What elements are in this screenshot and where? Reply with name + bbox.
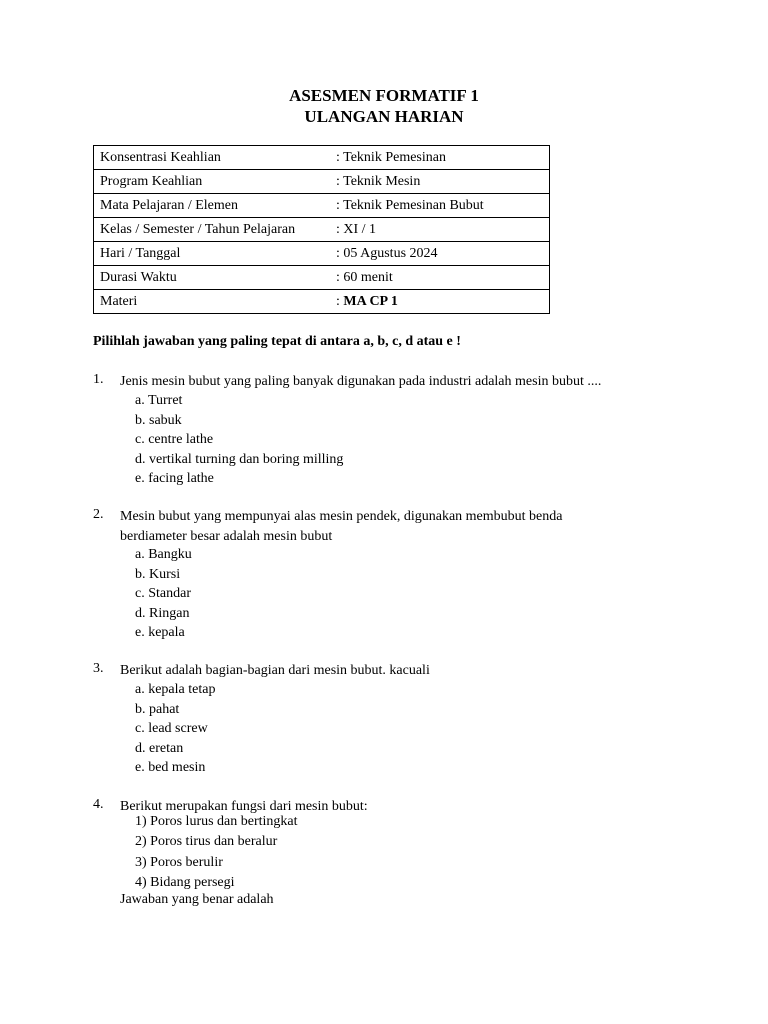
- info-value: : XI / 1: [336, 218, 550, 242]
- question-number: 3.: [93, 661, 104, 676]
- option-list: [135, 545, 192, 643]
- info-label: Mata Pelajaran / Elemen: [94, 194, 337, 218]
- table-row: [94, 290, 550, 314]
- option-item: b. sabuk: [135, 412, 182, 428]
- option-item: c. centre lathe: [135, 432, 214, 447]
- question-text: Mesin bubut yang mempunyai alas mesin pendek, digunakan membubut benda berdiameter besar adalah mesin bubut: [120, 509, 563, 544]
- info-value: : 60 menit: [336, 266, 550, 290]
- info-value: : 05 Agustus 2024: [336, 242, 550, 266]
- info-label: Hari / Tanggal: [94, 242, 337, 266]
- info-label: Program Keahlian: [94, 170, 337, 194]
- table-row: [94, 170, 550, 194]
- info-label: Kelas / Semester / Tahun Pelajaran: [94, 218, 337, 242]
- option-item: 2) Poros tirus dan beralur: [135, 834, 278, 850]
- question-text: Berikut merupakan fungsi dari mesin bubut:: [120, 799, 368, 814]
- question-answer-prompt: Jawaban yang benar adalah: [120, 892, 274, 907]
- option-item: 3) Poros berulir: [135, 854, 223, 870]
- option-item: 1) Poros lurus dan bertingkat: [135, 814, 298, 829]
- option-item: a. Bangku: [135, 547, 192, 562]
- option-item: c. lead screw: [135, 721, 208, 736]
- info-label: Materi: [94, 290, 337, 314]
- info-value: : Teknik Pemesinan Bubut: [336, 194, 550, 218]
- page-subtitle: ULANGAN HARIAN: [304, 107, 464, 126]
- info-value: : Teknik Pemesinan: [336, 146, 550, 170]
- question-text: Berikut adalah bagian-bagian dari mesin bubut. kacuali: [120, 663, 430, 678]
- info-value: [336, 290, 550, 314]
- option-item: c. Standar: [135, 586, 191, 601]
- option-list: [135, 812, 298, 893]
- question-number: 2.: [93, 507, 104, 522]
- option-item: e. bed mesin: [135, 760, 206, 775]
- option-item: b. Kursi: [135, 566, 181, 582]
- option-list: [135, 391, 343, 489]
- question-number: 4.: [93, 797, 104, 812]
- table-row: [94, 194, 550, 218]
- option-item: a. Turret: [135, 393, 183, 408]
- table-row: [94, 146, 550, 170]
- table-row: [94, 242, 550, 266]
- info-value: : Teknik Mesin: [336, 170, 550, 194]
- info-value-bold: MA CP 1: [343, 293, 398, 309]
- option-item: e. facing lathe: [135, 471, 214, 486]
- info-label: Durasi Waktu: [94, 266, 337, 290]
- option-item: b. pahat: [135, 701, 180, 717]
- info-table: [93, 145, 550, 314]
- option-item: d. eretan: [135, 740, 184, 756]
- question-number: 1.: [93, 372, 104, 387]
- table-row: [94, 266, 550, 290]
- option-item: d. Ringan: [135, 605, 190, 621]
- question-text: Jenis mesin bubut yang paling banyak digunakan pada industri adalah mesin bubut ....: [120, 374, 602, 389]
- option-item: a. kepala tetap: [135, 682, 216, 697]
- instruction-text: Pilihlah jawaban yang paling tepat di antara a, b, c, d atau e !: [93, 334, 461, 349]
- option-list: [135, 680, 215, 778]
- page-title: ASESMEN FORMATIF 1: [289, 86, 479, 105]
- option-item: e. kepala: [135, 625, 185, 640]
- info-value-prefix: :: [336, 293, 344, 309]
- info-label: Konsentrasi Keahlian: [94, 146, 337, 170]
- option-item: d. vertikal turning dan boring milling: [135, 451, 344, 467]
- option-item: 4) Bidang persegi: [135, 874, 235, 890]
- table-row: [94, 218, 550, 242]
